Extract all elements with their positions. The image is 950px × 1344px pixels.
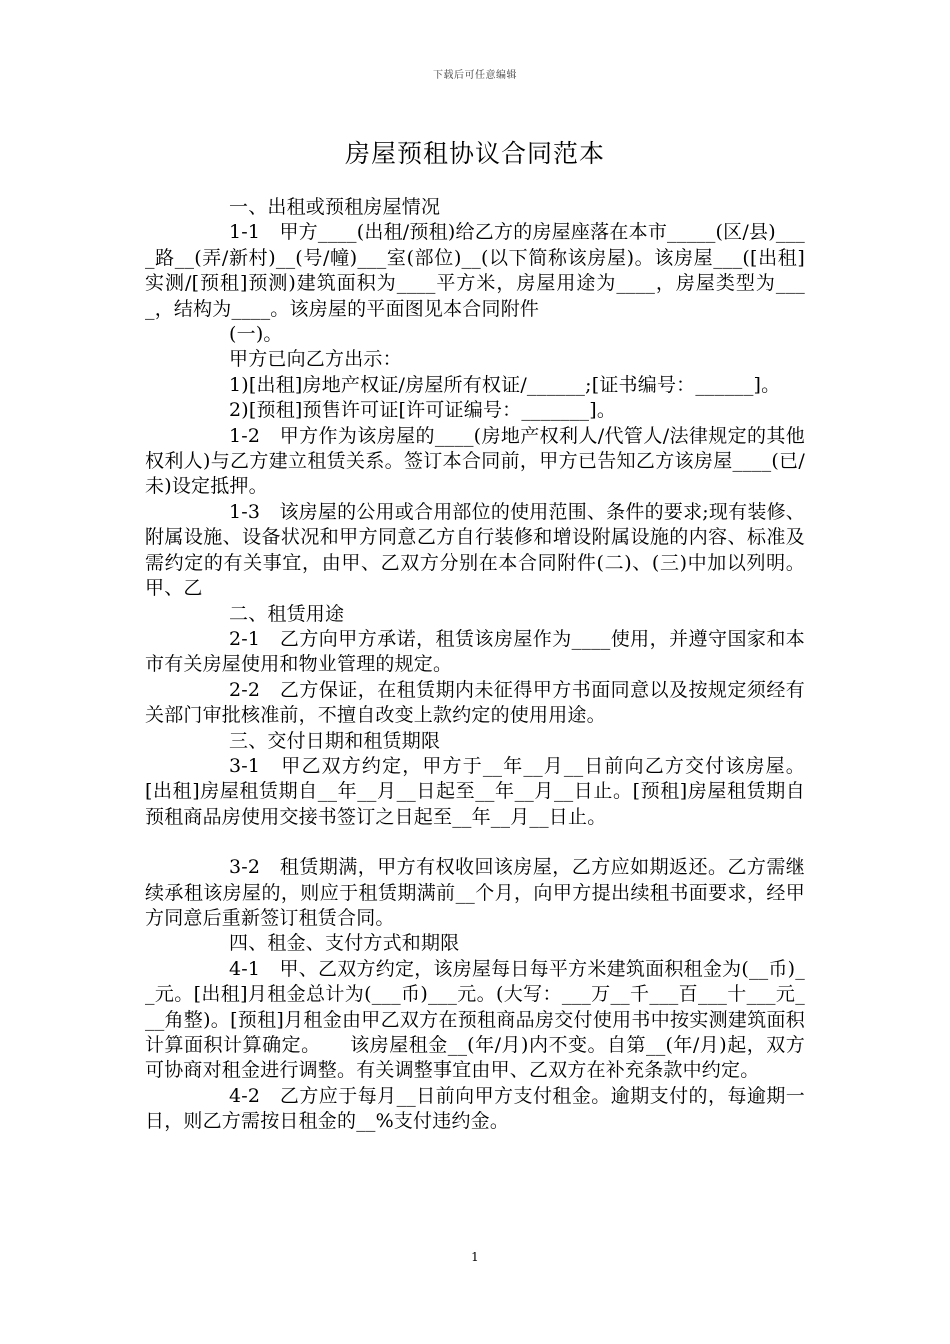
document-body [145, 195, 805, 1135]
clause-4-1: 4-1 甲、乙双方约定，该房屋每日每平方米建筑面积租金为(__币)__元。[出租]月租金总计为(___币)___元。(大写：___万__千___百___十___元___角整)。[预租]月租金由甲乙双方在预租商品房交付使用书中按实测建筑面积计算面积计算确定。 该房屋租金__(年/月)内不变。自第__(年/月)起，双方可协商对租金进行调整。有关调整事宜由甲、乙双方在补充条款中约定。 [145, 957, 805, 1082]
clause-1-1-shown: 甲方已向乙方出示： [229, 348, 402, 371]
clause-3-1: 3-1 甲乙双方约定，甲方于__年__月__日前向乙方交付该房屋。[出租]房屋租赁期自__年__月__日起至__年__月__日止。[预租]房屋租赁期自预租商品房使用交接书签订之日起至__年__月__日止。 [145, 754, 805, 828]
section-heading-4: 四、租金、支付方式和期限 [229, 932, 460, 955]
clause-1-1-item-1: 1)[出租]房地产权证/房屋所有权证/______;[证书编号：______]。 [229, 373, 781, 396]
clause-1-3: 1-3 该房屋的公用或合用部位的使用范围、条件的要求;现有装修、附属设施、设备状况和甲方同意乙方自行装修和增设附属设施的内容、标准及需约定的有关事宜，由甲、乙双方分别在本合同附件(二)、(三)中加以列明。甲、乙 [145, 500, 805, 600]
clause-2-2: 2-2 乙方保证，在租赁期内未征得甲方书面同意以及按规定须经有关部门审批核准前，不擅自改变上款约定的使用用途。 [145, 678, 805, 727]
clause-3-2: 3-2 租赁期满，甲方有权收回该房屋，乙方应如期返还。乙方需继续承租该房屋的，则应于租赁期满前__个月，向甲方提出续租书面要求，经甲方同意后重新签订租赁合同。 [145, 856, 805, 929]
section-heading-3: 三、交付日期和租赁期限 [229, 729, 441, 752]
section-heading-2: 二、租赁用途 [229, 602, 345, 625]
clause-1-1: 1-1 甲方____(出租/预租)给乙方的房屋座落在本市_____(区/县)____路__(弄/新村)__(号/幢)___室(部位)__(以下简称该房屋)。该房屋___([出租]实测/[预租]预测)建筑面积为____平方米，房屋用途为____，房屋类型为____，结构为____。该房屋的平面图见本合同附件 [145, 221, 805, 320]
header-note: 下载后可任意编辑 [433, 70, 517, 81]
page-number: 1 [471, 1250, 479, 1264]
section-heading-1: 一、出租或预租房屋情况 [229, 196, 441, 218]
clause-1-1-continued: (一)。 [229, 323, 283, 346]
clause-2-1: 2-1 乙方向甲方承诺，租赁该房屋作为____使用，并遵守国家和本市有关房屋使用和物业管理的规定。 [145, 627, 805, 676]
clause-4-2: 4-2 乙方应于每月__日前向甲方支付租金。逾期支付的，每逾期一日，则乙方需按日租金的__%支付违约金。 [145, 1084, 805, 1133]
document-title: 房屋预租协议合同范本 [344, 139, 605, 168]
clause-1-2: 1-2 甲方作为该房屋的____(房地产权利人/代管人/法律规定的其他权利人)与乙方建立租赁关系。签订本合同前，甲方已告知乙方该房屋____(已/未)设定抵押。 [145, 424, 805, 498]
clause-1-1-item-2: 2)[预租]预售许可证[许可证编号：_______]。 [229, 399, 617, 422]
